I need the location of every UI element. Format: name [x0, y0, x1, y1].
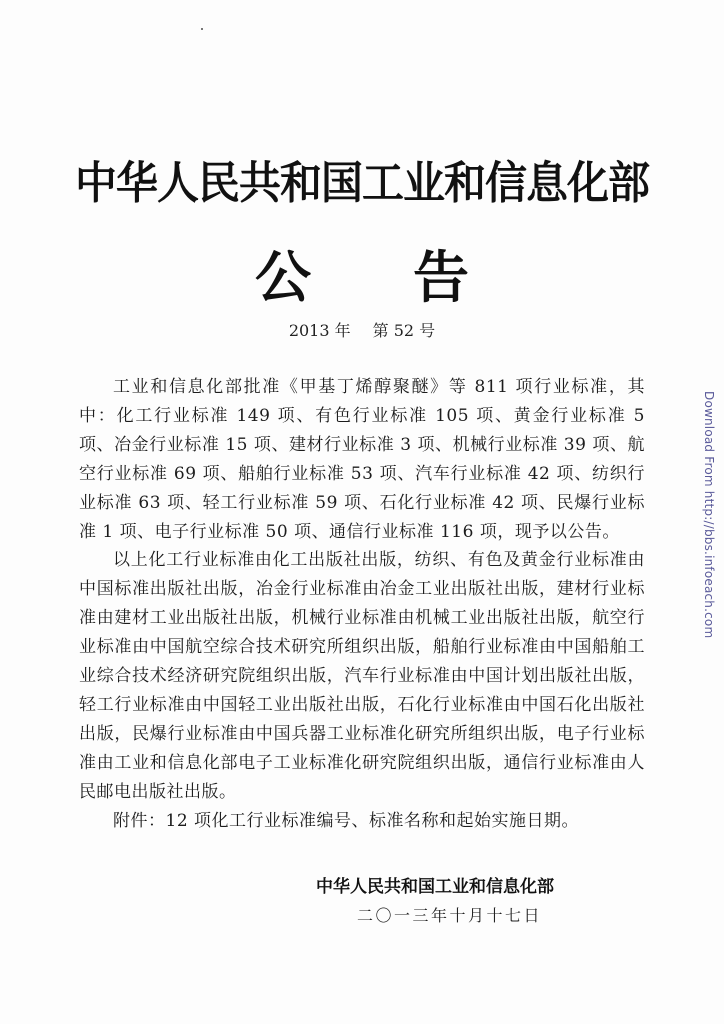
issue-number-line — [0, 318, 724, 341]
scan-speck — [201, 28, 203, 30]
issue-year: 2013 年 — [288, 321, 351, 340]
announcement-body — [79, 373, 645, 836]
body-paragraph-publishers: 以上化工行业标准由化工出版社出版，纺织、有色及黄金行业标准由中国标准出版社出版，冶金行业标准由冶金工业出版社出版，建材行业标准由建材工业出版社出版，机械行业标准由机械工业出版社出版，航空行业标准由中国航空综合技术研究所组织出版，船舶行业标准由中国船舶工业综合技术经济研究院组织出版，汽车行业标准由中国计划出版社出版，轻工行业标准由中国轻工业出版社出版，石化行业标准由中国石化出版社出版，民爆行业标准由中国兵器工业标准化研究所组织出版，电子行业标准由工业和信息化部电子工业标准化研究院组织出版，通信行业标准由人民邮电出版社出版。 — [79, 550, 645, 802]
body-paragraph-attachment: 附件：12 项化工行业标准编号、标准名称和起始实施日期。 — [113, 810, 580, 831]
ministry-title: 中华人民共和国工业和信息化部 — [74, 156, 649, 209]
body-paragraph-approval: 工业和信息化部批准《甲基丁烯醇聚醚》等 811 项行业标准，其中：化工行业标准 149 项、有色行业标准 105 项、黄金行业标准 5 项、冶金行业标准 15 项、建材行业标准 3 项、机械行业标准 39 项、航空行业标准 69 项、船舶行业标准 53 项、汽车行业标准 42 项、纺织行业标准 63 项、轻工行业标准 59 项、石化行业标准 42 项、民爆行业标准 1 项、电子行业标准 50 项、通信行业标准 116 项，现予以公告。 — [79, 377, 645, 542]
announcement-title: 公告 — [255, 246, 571, 311]
download-watermark — [700, 391, 718, 653]
signature-date: 二〇一三年十月十七日 — [357, 906, 543, 925]
issue-number: 第 52 号 — [372, 321, 436, 340]
watermark-text: Download From http://bbs.infoeach.com — [702, 391, 716, 639]
signature-ministry: 中华人民共和国工业和信息化部 — [316, 877, 554, 897]
